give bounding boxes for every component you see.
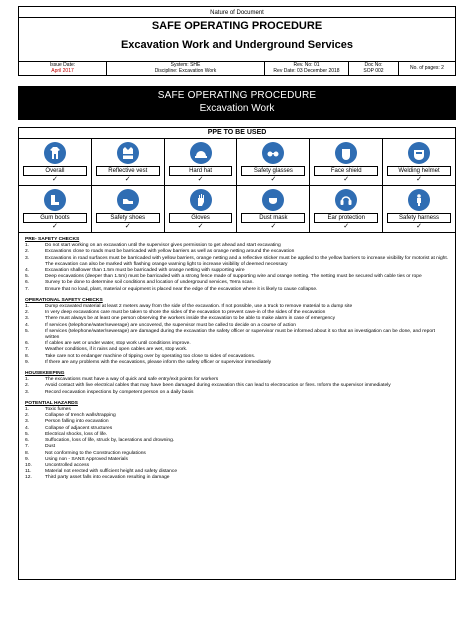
section-title: POTENTIAL HAZARDS	[25, 400, 78, 406]
ppe-title: PPE TO BE USED	[19, 128, 455, 139]
list-number: 5.	[25, 274, 30, 280]
issue-date-label: Issue Date:	[49, 62, 76, 68]
document-header	[18, 6, 456, 62]
ppe-item-welding-helmet	[383, 139, 455, 185]
pages-value: No. of pages: 2	[410, 65, 444, 71]
list-text: Collapse of trench walls/trapping	[45, 413, 116, 419]
check-icon: ✓	[51, 223, 58, 230]
section-list	[25, 243, 449, 293]
gloves-icon	[190, 189, 212, 211]
list-text: Not conforming to the Construction regulations	[45, 450, 146, 456]
potential-hazards-section	[25, 401, 449, 482]
list-number: 8.	[25, 353, 30, 359]
check-icon: ✓	[197, 176, 204, 183]
list-number: 10.	[25, 462, 32, 468]
list-text: Survey to be done to determine soil conditions and location of underground services, Terra scan.	[45, 280, 254, 286]
ppe-label: Face shield	[314, 166, 378, 176]
check-icon: ✓	[124, 223, 131, 230]
list-number: 5.	[25, 328, 30, 334]
procedure-text	[18, 232, 456, 580]
system-cell	[107, 61, 265, 75]
ppe-label: Gloves	[169, 213, 233, 223]
vest-icon	[117, 142, 139, 164]
list-number: 3.	[25, 419, 30, 425]
list-number: 9.	[25, 359, 30, 365]
issue-date-value: April 2017	[51, 68, 74, 74]
ppe-label: Ear protection	[314, 213, 378, 223]
list-text: If there are any problems with the excavations, please inform the safety officer or supervisor immediately	[45, 359, 272, 365]
list-item	[25, 287, 449, 293]
ppe-item-reflective-vest	[92, 139, 165, 185]
list-text: Excavations close to roads must be barricaded with yellow barriers as well as orange netting around the excavation	[45, 249, 295, 255]
list-number: 6.	[25, 280, 30, 286]
check-icon: ✓	[51, 176, 58, 183]
rev-no-value: Rev. No: 01	[293, 62, 320, 68]
ppe-item-safety-glasses	[237, 139, 310, 185]
section-list	[25, 407, 449, 481]
list-text: In very deep excavations care must be taken to shore the sides of the excavation to prevent cave-in of the sides of the excavation	[45, 310, 326, 316]
check-icon: ✓	[343, 223, 350, 230]
ppe-label: Hard hat	[169, 166, 233, 176]
check-icon: ✓	[270, 223, 277, 230]
list-number: 6.	[25, 438, 30, 444]
operational-safety-checks-section	[25, 298, 449, 366]
list-item	[25, 256, 449, 268]
document-subtitle: Excavation Work and Underground Services	[120, 39, 354, 51]
section-title: HOUSEKEEPING	[25, 371, 65, 377]
list-number: 3.	[25, 316, 30, 322]
pre-safety-checks-section	[25, 237, 449, 293]
shoes-icon	[117, 189, 139, 211]
list-number: 7.	[25, 286, 30, 292]
check-icon: ✓	[124, 176, 131, 183]
list-text: If cables are wet or under water, stop work until conditions improve.	[45, 341, 191, 347]
list-text: The excavations must have a way of quick and safe entry/exit points for workers	[45, 377, 219, 383]
doc-no-cell	[349, 61, 399, 75]
ppe-item-safety-shoes	[92, 186, 165, 232]
list-number: 1.	[25, 407, 30, 413]
header-divider	[19, 17, 455, 18]
ppe-label: Welding helmet	[387, 166, 451, 176]
ppe-item-hard-hat	[165, 139, 238, 185]
list-number: 9.	[25, 456, 30, 462]
list-number: 7.	[25, 347, 30, 353]
list-number: 4.	[25, 322, 30, 328]
list-text: There must always be at least one person observing the workers inside the excavation to be able to make alarm in case of emergency	[45, 316, 336, 322]
list-text: If services (telephone/water/sewerage) are damaged during the excavation the safety officer or supervisor must be informed about it so that an investigation can be done, and report written	[45, 328, 436, 341]
section-list	[25, 304, 449, 366]
ppe-item-overall	[19, 139, 92, 185]
list-number: 1.	[25, 377, 30, 383]
list-text: Ensure that no load, plant, material or equipment is placed near the edge of the excavation where it is likely to cause collapse.	[45, 286, 318, 292]
list-text: Dump excavated material at least 2 meters away from the side of the excavation. If not possible, use a truck to remove material to a dump site	[45, 304, 353, 310]
list-number: 4.	[25, 425, 30, 431]
revision-cell	[265, 61, 349, 75]
doc-no-label: Doc No:	[364, 62, 383, 68]
list-text: Electrical shocks, loss of life.	[45, 431, 108, 437]
ppe-item-gum-boots	[19, 186, 92, 232]
ppe-row-1	[19, 139, 455, 186]
list-number: 3.	[25, 389, 30, 395]
list-text: Do not start working on an excavation until the supervisor gives permission to get ahead and start excavating	[45, 243, 281, 249]
pages-cell	[399, 61, 455, 75]
list-number: 5.	[25, 431, 30, 437]
ppe-item-gloves	[165, 186, 238, 232]
ppe-item-safety-harness	[383, 186, 455, 232]
list-text: Suffocation, loss of life, struck by, lacerations and drowning.	[45, 438, 175, 444]
list-text: Material not erected with sufficient height and safety distance	[45, 469, 178, 475]
list-text: Avoid contact with live electrical cables that may have been damaged during excavation this can lead to electrocution or fires. Inform the supervisor immediately	[45, 383, 391, 389]
mask-icon	[262, 189, 284, 211]
ppe-item-dust-mask	[237, 186, 310, 232]
section-title: PRE- SAFETY CHECKS	[25, 237, 80, 242]
ppe-label: Gum boots	[23, 213, 87, 223]
section-title: OPERATIONAL SAFETY CHECKS	[25, 297, 103, 303]
ppe-item-face-shield	[310, 139, 383, 185]
ppe-row-2	[19, 186, 455, 232]
housekeeping-section	[25, 371, 449, 396]
list-text: Collapse of adjacent structures	[45, 425, 113, 431]
check-icon: ✓	[343, 176, 350, 183]
ppe-label: Safety harness	[387, 213, 451, 223]
section-list	[25, 377, 449, 396]
document-title: SAFE OPERATING PROCEDURE	[151, 20, 323, 32]
list-text: Excavation shallower than 1.5m must be barricaded with orange netting with supporting wire	[45, 268, 245, 274]
list-text: Uncontrolled access	[45, 462, 90, 468]
harness-icon	[408, 189, 430, 211]
list-number: 2.	[25, 383, 30, 389]
list-text: Excavations in road surfaces must be barricaded with yellow barriers, orange netting and a reflective sticker must be applied to the yellow barriers to increase visibility for motorist at night. The excavation can also be marked with flashing orange warning light to increase visibility of deemed necessary	[45, 255, 449, 267]
list-number: 12.	[25, 475, 32, 481]
ppe-label: Reflective vest	[96, 166, 160, 176]
list-number: 1.	[25, 304, 30, 310]
ppe-item-ear-protection	[310, 186, 383, 232]
ear-protection-icon	[335, 189, 357, 211]
issue-date-cell	[19, 61, 107, 75]
list-text: If services (telephone/water/sewerage) are uncovered, the supervisor must be called to decide on a course of action	[45, 322, 296, 328]
list-text: Person falling into excavation	[45, 419, 109, 425]
list-item	[25, 360, 449, 366]
rev-date-value: Rev Date: 03 December 2018	[273, 68, 340, 74]
nature-of-document: Nature of Document	[210, 10, 264, 16]
list-number: 7.	[25, 444, 30, 450]
list-item	[25, 390, 449, 396]
list-item	[25, 475, 449, 481]
list-number: 8.	[25, 450, 30, 456]
list-number: 1.	[25, 243, 30, 249]
ppe-label: Dust mask	[241, 213, 305, 223]
list-number: 3.	[25, 255, 30, 261]
list-text: Take care not to endanger machine of tipping over by operating too close to sides of excavations.	[45, 353, 256, 359]
ppe-label: Overall	[23, 166, 87, 176]
glasses-icon	[262, 142, 284, 164]
banner-title: SAFE OPERATING PROCEDURE	[157, 90, 317, 101]
welding-helmet-icon	[408, 142, 430, 164]
list-number: 2.	[25, 310, 30, 316]
list-number: 2.	[25, 249, 30, 255]
check-icon: ✓	[416, 176, 422, 183]
list-text: Record excavation inspections by competent person on a daily basis	[45, 389, 194, 395]
check-icon: ✓	[416, 223, 422, 230]
discipline-value: Discipline: Excavation Work	[154, 68, 217, 74]
list-item	[25, 329, 449, 341]
list-number: 4.	[25, 268, 30, 274]
check-icon: ✓	[197, 223, 204, 230]
list-text: Deep excavations (deeper than 1.5m) must be barricaded with a strong fence made of supporting wire and orange netting. The netting must be secured with cable ties or rope	[45, 274, 422, 280]
list-text: Toxic fumes	[45, 407, 71, 413]
list-text: Weather conditions, if it rains and open cables are wet, stop work.	[45, 347, 188, 353]
procedure-banner	[18, 86, 456, 120]
ppe-label: Safety shoes	[96, 213, 160, 223]
ppe-label: Safety glasses	[241, 166, 305, 176]
list-text: Dust	[45, 444, 56, 450]
list-text: Third party asset falls into excavation resulting in damage	[45, 475, 170, 481]
list-number: 6.	[25, 341, 30, 347]
hard-hat-icon	[190, 142, 212, 164]
check-icon: ✓	[270, 176, 277, 183]
system-value: System: SHE	[170, 62, 201, 68]
ppe-table	[18, 127, 456, 233]
banner-subtitle: Excavation Work	[199, 103, 275, 114]
list-number: 2.	[25, 413, 30, 419]
list-text: Using non - SANS Approved Materials	[45, 456, 128, 462]
document-meta-row	[18, 61, 456, 76]
boots-icon	[44, 189, 66, 211]
list-number: 11.	[25, 469, 32, 475]
doc-no-value: SOP 002	[363, 68, 384, 74]
face-shield-icon	[335, 142, 357, 164]
overall-icon	[44, 142, 66, 164]
